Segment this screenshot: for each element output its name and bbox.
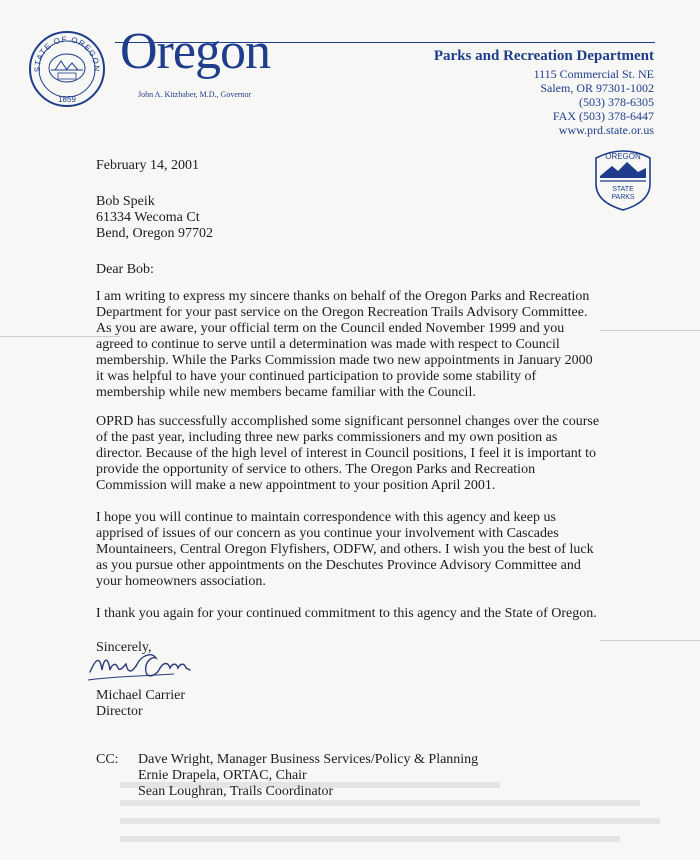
fax-line: FAX (503) 378-6447 (552, 109, 654, 123)
cc-label: CC: (96, 752, 119, 767)
paragraph-line: your homeowners association. (96, 574, 266, 589)
paragraph-line: As you are aware, your official term on the Council ended November 1999 and you (96, 321, 565, 336)
address-line: Salem, OR 97301-1002 (540, 81, 654, 95)
paragraph-line: Department for your past service on the Oregon Recreation Trails Advisory Committee. (96, 305, 588, 320)
paragraph-line: Mountaineers, Central Oregon Flyfishers, ODFW, and others. I wish you the best of luck (96, 542, 594, 557)
paragraph-3 (96, 510, 594, 590)
salutation: Dear Bob: (96, 262, 154, 277)
parks-logo-bottom-1: STATE (612, 186, 634, 193)
bleed-through-texture (120, 770, 680, 860)
paragraph-line: membership while new members became familiar with the Council. (96, 385, 476, 400)
paragraph-line: it was helpful to have your continued participation to provide some stability of (96, 369, 537, 384)
department-block (434, 48, 654, 137)
paragraph-line: OPRD has successfully accomplished some significant personnel changes over the course (96, 414, 600, 429)
parks-logo-bottom-2: PARKS (611, 194, 635, 201)
state-seal-icon (28, 30, 106, 108)
recipient-street: 61334 Wecoma Ct (96, 210, 200, 225)
paragraph-1 (96, 289, 593, 401)
closing: Sincerely, (96, 640, 152, 655)
cc-recipient: Sean Loughran, Trails Coordinator (138, 784, 334, 799)
phone-line: (503) 378-6305 (579, 95, 654, 109)
website-line: www.prd.state.or.us (558, 123, 654, 137)
seal-year: 1859 (58, 95, 76, 104)
governor-line: John A. Kitzhaber, M.D., Governor (138, 90, 252, 99)
handwritten-signature-icon (86, 644, 196, 686)
seal-top-text: STATE OF OREGON (32, 34, 102, 73)
signer-title: Director (96, 704, 143, 719)
recipient-city: Bend, Oregon 97702 (96, 226, 214, 241)
scan-artifact (600, 330, 700, 331)
state-parks-logo-icon (592, 144, 654, 212)
paragraph-line: director. Because of the high level of interest in Council positions, I feel it is important to (96, 446, 597, 461)
paragraph-line: I am writing to express my sincere thanks on behalf of the Oregon Parks and Recreation (96, 289, 590, 304)
letter-date: February 14, 2001 (96, 158, 200, 173)
recipient-name: Bob Speik (96, 194, 155, 209)
scan-artifact (0, 336, 120, 337)
paragraph-line: of the past year, including three new parks commissioners and my own position as (96, 430, 558, 445)
paragraph-line: agreed to continue to serve until a determination was made with respect to Council (96, 337, 560, 352)
paragraph-line: as you pursue other appointments on the Deschutes Province Advisory Committee and (96, 558, 581, 573)
paragraph-line: I hope you will continue to maintain correspondence with this agency and keep us (96, 510, 556, 525)
paragraph-4 (96, 606, 597, 622)
paragraph-line: Commission will make a new appointment to your position April 2001. (96, 478, 496, 493)
paragraph-line: provide the opportunity of service to others. The Oregon Parks and Recreation (96, 462, 536, 477)
signer-name: Michael Carrier (96, 688, 186, 703)
scan-artifact (600, 640, 700, 641)
brand-wordmark: Oregon (120, 23, 270, 80)
paragraph-2 (96, 414, 599, 494)
address-line: 1115 Commercial St. NE (533, 67, 654, 81)
paragraph-line: apprised of issues of our concern as you continue your involvement with Cascades (96, 526, 559, 541)
paragraph-line: I thank you again for your continued commitment to this agency and the State of Oregon. (96, 606, 597, 621)
cc-recipient: Dave Wright, Manager Business Services/Policy & Planning (138, 752, 479, 767)
paragraph-line: membership. While the Parks Commission made two new appointments in January 2000 (96, 353, 593, 368)
department-name: Parks and Recreation Department (433, 48, 654, 64)
parks-logo-top: OREGON (605, 152, 641, 161)
cc-recipient: Ernie Drapela, ORTAC, Chair (138, 768, 307, 783)
